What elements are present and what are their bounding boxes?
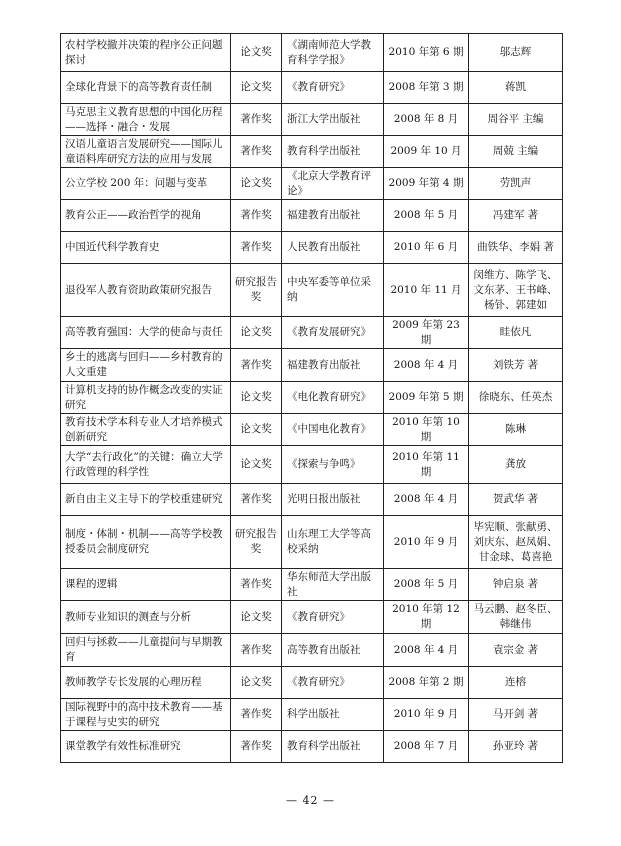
- work-title-cell: 教师教学专长发展的心理历程: [61, 667, 231, 699]
- award-type-cell: 著作奖: [231, 484, 282, 516]
- date-cell: 2008 年 5 月: [384, 200, 469, 232]
- publication-cell: 华东师范大学出版社: [282, 569, 384, 601]
- table-row: [61, 317, 563, 349]
- award-type-cell: 著作奖: [231, 104, 282, 136]
- award-type-cell: 论文奖: [231, 382, 282, 414]
- page-number: — 42 —: [286, 794, 335, 807]
- table-row: [61, 168, 563, 200]
- work-title-cell: 国际视野中的高中技术教育——基于课程与史实的研究: [61, 699, 231, 731]
- publication-cell: 《北京大学教育评论》: [282, 168, 384, 200]
- date-cell: 2008 年 4 月: [384, 484, 469, 516]
- author-cell: 龚放: [469, 446, 563, 484]
- work-title-cell: 高等教育强国：大学的使命与责任: [61, 317, 231, 349]
- work-title-cell: 中国近代科学教育史: [61, 232, 231, 264]
- publication-cell: 《中国电化教育》: [282, 414, 384, 446]
- table-row: [61, 264, 563, 317]
- publication-cell: 《电化教育研究》: [282, 382, 384, 414]
- date-cell: 2010 年 9 月: [384, 516, 469, 569]
- work-title-cell: 教师专业知识的测查与分析: [61, 601, 231, 634]
- date-cell: 2008 年 4 月: [384, 634, 469, 667]
- table-row: [61, 382, 563, 414]
- work-title-cell: 课程的逻辑: [61, 569, 231, 601]
- publication-cell: 光明日报出版社: [282, 484, 384, 516]
- date-cell: 2008 年 7 月: [384, 731, 469, 763]
- date-cell: 2010 年第 10 期: [384, 414, 469, 446]
- work-title-cell: 公立学校 200 年：问题与变革: [61, 168, 231, 200]
- publication-cell: 人民教育出版社: [282, 232, 384, 264]
- date-cell: 2010 年 11 月: [384, 264, 469, 317]
- publication-cell: 福建教育出版社: [282, 349, 384, 382]
- author-cell: 闵维方、陈学飞、文东茅、王书峰、杨钋、郭建如: [469, 264, 563, 317]
- work-title-cell: 新自由主义主导下的学校重建研究: [61, 484, 231, 516]
- date-cell: 2010 年第 11 期: [384, 446, 469, 484]
- table-row: [61, 569, 563, 601]
- work-title-cell: 教育公正——政治哲学的视角: [61, 200, 231, 232]
- table-row: [61, 34, 563, 72]
- award-type-cell: 研究报告奖: [231, 264, 282, 317]
- publication-cell: 《探索与争鸣》: [282, 446, 384, 484]
- table-row: [61, 446, 563, 484]
- award-type-cell: 著作奖: [231, 731, 282, 763]
- date-cell: 2009 年 10 月: [384, 136, 469, 168]
- award-type-cell: 论文奖: [231, 72, 282, 104]
- date-cell: 2008 年 5 月: [384, 569, 469, 601]
- table-row: [61, 232, 563, 264]
- author-cell: 钟启泉 著: [469, 569, 563, 601]
- awards-table: [60, 33, 563, 763]
- work-title-cell: 计算机支持的协作概念改变的实证研究: [61, 382, 231, 414]
- author-cell: 曲铁华、李娟 著: [469, 232, 563, 264]
- publication-cell: 浙江大学出版社: [282, 104, 384, 136]
- award-type-cell: 著作奖: [231, 136, 282, 168]
- work-title-cell: 教育技术学本科专业人才培养模式创新研究: [61, 414, 231, 446]
- date-cell: 2008 年第 3 期: [384, 72, 469, 104]
- work-title-cell: 退役军人教育资助政策研究报告: [61, 264, 231, 317]
- author-cell: 袁宗金 著: [469, 634, 563, 667]
- author-cell: 劳凯声: [469, 168, 563, 200]
- date-cell: 2008 年第 2 期: [384, 667, 469, 699]
- award-type-cell: 研究报告奖: [231, 516, 282, 569]
- work-title-cell: 回归与拯救——儿童提问与早期教育: [61, 634, 231, 667]
- awards-table-body: [61, 34, 563, 763]
- date-cell: 2009 年第 5 期: [384, 382, 469, 414]
- date-cell: 2008 年 4 月: [384, 349, 469, 382]
- award-type-cell: 论文奖: [231, 414, 282, 446]
- date-cell: 2010 年第 12 期: [384, 601, 469, 634]
- date-cell: 2009 年第 23 期: [384, 317, 469, 349]
- publication-cell: 教育科学出版社: [282, 136, 384, 168]
- author-cell: 连榕: [469, 667, 563, 699]
- table-row: [61, 104, 563, 136]
- award-type-cell: 论文奖: [231, 34, 282, 72]
- award-type-cell: 著作奖: [231, 200, 282, 232]
- date-cell: 2009 年第 4 期: [384, 168, 469, 200]
- publication-cell: 《教育研究》: [282, 667, 384, 699]
- publication-cell: 教育科学出版社: [282, 731, 384, 763]
- work-title-cell: 农村学校撤并决策的程序公正问题探讨: [61, 34, 231, 72]
- work-title-cell: 汉语儿童语言发展研究——国际儿童语料库研究方法的应用与发展: [61, 136, 231, 168]
- author-cell: 陈琳: [469, 414, 563, 446]
- date-cell: 2008 年 8 月: [384, 104, 469, 136]
- table-row: [61, 349, 563, 382]
- work-title-cell: 马克思主义教育思想的中国化历程——选择・融合・发展: [61, 104, 231, 136]
- table-row: [61, 667, 563, 699]
- table-row: [61, 72, 563, 104]
- table-row: [61, 484, 563, 516]
- date-cell: 2010 年第 6 期: [384, 34, 469, 72]
- work-title-cell: 大学“去行政化”的关键：确立大学行政管理的科学性: [61, 446, 231, 484]
- author-cell: 马云鹏、赵冬臣、韩继伟: [469, 601, 563, 634]
- author-cell: 邬志辉: [469, 34, 563, 72]
- table-row: [61, 200, 563, 232]
- publication-cell: 《教育研究》: [282, 601, 384, 634]
- publication-cell: 《教育发展研究》: [282, 317, 384, 349]
- award-type-cell: 论文奖: [231, 601, 282, 634]
- publication-cell: 福建教育出版社: [282, 200, 384, 232]
- table-row: [61, 136, 563, 168]
- author-cell: 周谷平 主编: [469, 104, 563, 136]
- award-type-cell: 著作奖: [231, 569, 282, 601]
- publication-cell: 中央军委等单位采纳: [282, 264, 384, 317]
- publication-cell: 高等教育出版社: [282, 634, 384, 667]
- work-title-cell: 课堂教学有效性标准研究: [61, 731, 231, 763]
- award-type-cell: 著作奖: [231, 349, 282, 382]
- author-cell: 刘铁芳 著: [469, 349, 563, 382]
- table-row: [61, 634, 563, 667]
- author-cell: 贺武华 著: [469, 484, 563, 516]
- table-row: [61, 601, 563, 634]
- publication-cell: 科学出版社: [282, 699, 384, 731]
- date-cell: 2010 年 9 月: [384, 699, 469, 731]
- award-type-cell: 论文奖: [231, 317, 282, 349]
- work-title-cell: 乡土的逃离与回归——乡村教育的人文重建: [61, 349, 231, 382]
- award-type-cell: 著作奖: [231, 232, 282, 264]
- award-type-cell: 著作奖: [231, 634, 282, 667]
- award-type-cell: 论文奖: [231, 667, 282, 699]
- table-row: [61, 699, 563, 731]
- table-row: [61, 731, 563, 763]
- author-cell: 毕宪顺、张献勇、刘庆东、赵凤娟、甘金球、葛喜艳: [469, 516, 563, 569]
- author-cell: 周兢 主编: [469, 136, 563, 168]
- work-title-cell: 制度・体制・机制——高等学校教授委员会制度研究: [61, 516, 231, 569]
- author-cell: 孙亚玲 著: [469, 731, 563, 763]
- date-cell: 2010 年 6 月: [384, 232, 469, 264]
- publication-cell: 《教育研究》: [282, 72, 384, 104]
- award-type-cell: 论文奖: [231, 446, 282, 484]
- table-row: [61, 414, 563, 446]
- author-cell: 冯建军 著: [469, 200, 563, 232]
- award-type-cell: 著作奖: [231, 699, 282, 731]
- publication-cell: 山东理工大学等高校采纳: [282, 516, 384, 569]
- work-title-cell: 全球化背景下的高等教育责任制: [61, 72, 231, 104]
- author-cell: 眭依凡: [469, 317, 563, 349]
- author-cell: 蒋凯: [469, 72, 563, 104]
- author-cell: 徐晓东、任英杰: [469, 382, 563, 414]
- table-row: [61, 516, 563, 569]
- author-cell: 马开剑 著: [469, 699, 563, 731]
- publication-cell: 《湖南师范大学教育科学学报》: [282, 34, 384, 72]
- award-type-cell: 论文奖: [231, 168, 282, 200]
